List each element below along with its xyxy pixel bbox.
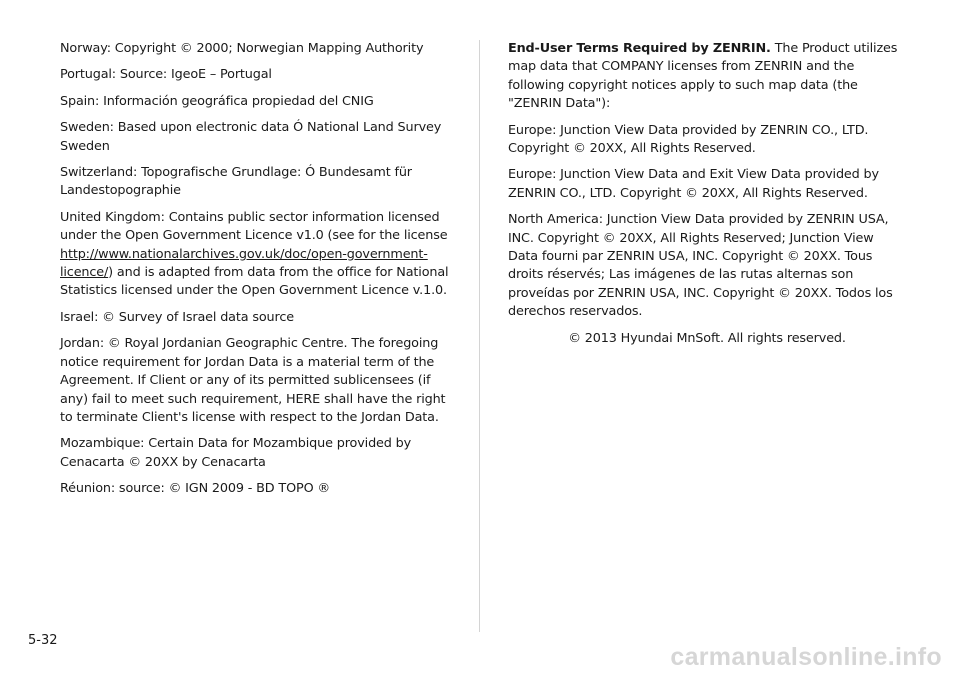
notice-zenrin-terms — [508, 40, 906, 114]
column-divider — [479, 40, 480, 632]
page-number: 5-32 — [28, 633, 58, 648]
zenrin-terms-heading: End-User Terms Required by ZENRIN. — [508, 41, 771, 56]
notice-europe-junction: Europe: Junction View Data provided by ZENRIN CO., LTD. Copyright © 20XX, All Rights Reserved. — [508, 122, 869, 157]
uk-licence-link[interactable]: http://www.nationalarchives.gov.uk/doc/open-government-licence/ — [60, 246, 428, 281]
notice-switzerland: Switzerland: Topografische Grundlage: Ó Bundesamt für Landestopographie — [60, 165, 412, 199]
notice-united-kingdom — [60, 209, 450, 301]
notice-reunion: Réunion: source: © IGN 2009 - BD TOPO ® — [60, 481, 331, 497]
watermark: carmanualsonline.info — [670, 643, 942, 671]
notice-portugal: Portugal: Source: IgeoE – Portugal — [60, 67, 272, 83]
notice-europe-junction-exit: Europe: Junction View Data and Exit View Data provided by ZENRIN CO., LTD. Copyright © 20XX, All Rights Reserved. — [508, 167, 879, 201]
notice-jordan: Jordan: © Royal Jordanian Geographic Centre. The foregoing notice requirement for Jordan Data is a material term of the Agreement. If Client or any of its permitted sublicensees (if any) fail to meet such requirement, HERE shall have the right to terminate Client's license with respect to the Jordan Data. — [60, 336, 446, 425]
notice-israel: Israel: © Survey of Israel data source — [60, 309, 294, 325]
uk-text-before-link: United Kingdom: Contains public sector information licensed under the Open Government Licence v1.0 (see for the license — [60, 209, 448, 244]
notice-spain: Spain: Información geográfica propiedad del CNIG — [60, 93, 374, 109]
notice-north-america: North America: Junction View Data provided by ZENRIN USA, INC. Copyright © 20XX, All Rights Reserved; Junction View Data fourni par ZENRIN USA, INC. Copyright © 20XX. Tous droits réservés; Las imágenes de las rutas alternas son proveídas por ZENRIN USA, INC. Copyright © 20XX. Todos los derechos reservados. — [508, 212, 893, 320]
uk-text-after-link: ) and is adapted from data from the office for National Statistics licensed under the Open Government Licence v.1.0. — [60, 265, 449, 299]
zenrin-terms-body: The Product utilizes map data that COMPANY licenses from ZENRIN and the following copyright notices apply to such map data (the "ZENRIN Data"): — [508, 41, 898, 112]
left-column — [60, 40, 450, 507]
right-column — [508, 40, 906, 356]
notice-norway: Norway: Copyright © 2000; Norwegian Mapping Authority — [60, 41, 424, 56]
notice-hyundai-mnsoft: © 2013 Hyundai MnSoft. All rights reserved. — [568, 330, 846, 346]
notice-sweden: Sweden: Based upon electronic data Ó National Land Survey Sweden — [60, 120, 442, 154]
notice-mozambique: Mozambique: Certain Data for Mozambique provided by Cenacarta © 20XX by Cenacarta — [60, 436, 412, 470]
